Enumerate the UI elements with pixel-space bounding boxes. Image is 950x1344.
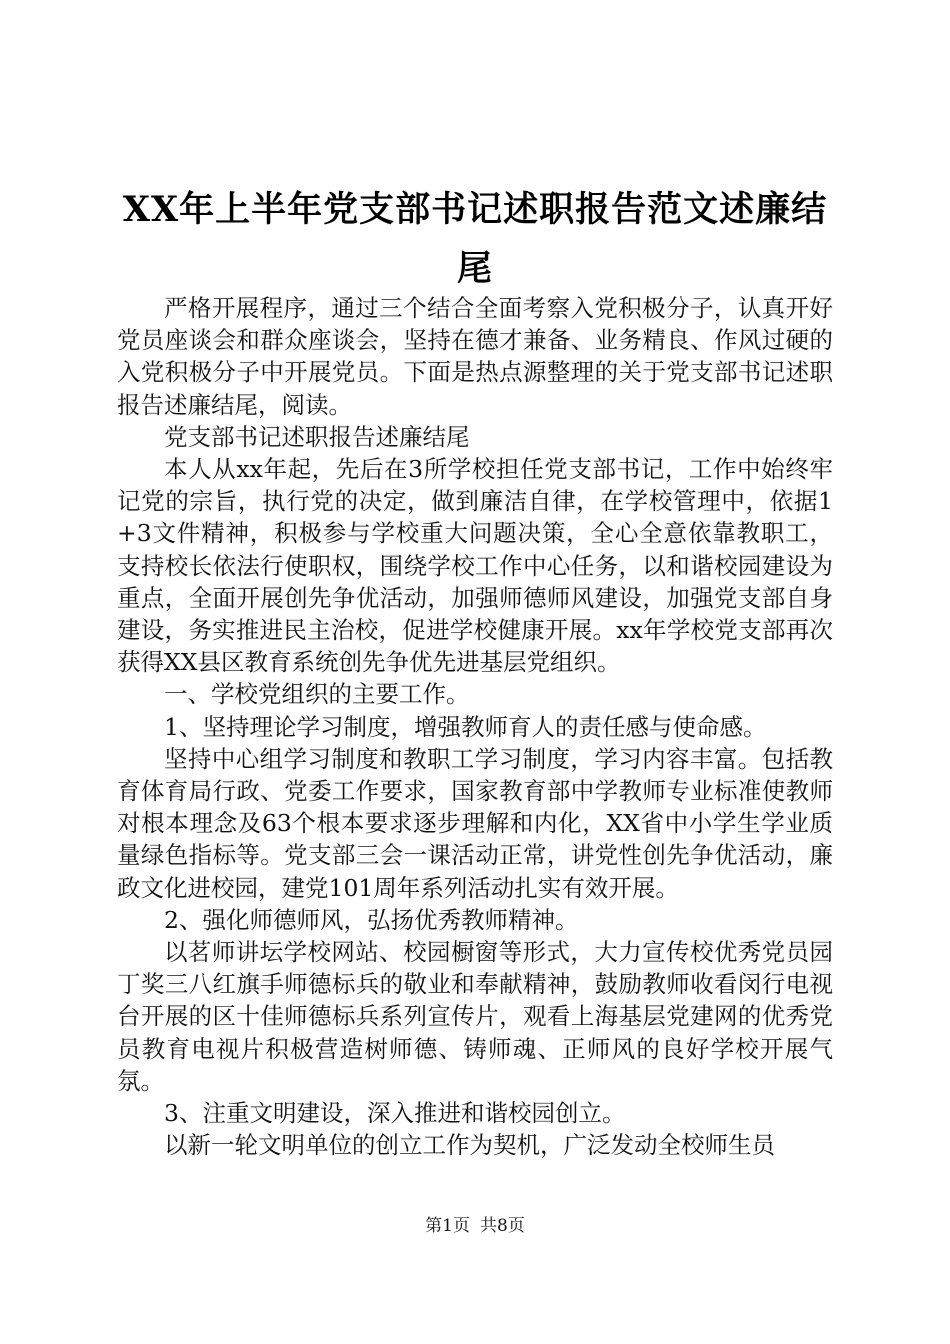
paragraph-subtitle: 党支部书记述职报告述廉结尾 bbox=[164, 422, 470, 451]
paragraph-study-system: 坚持中心组学习制度和教职工学习制度，学习内容丰富。包括教育体育局行政、党委工作要求，国家教育部中学教师专业标准使教师对根本理念及63个根本要求逐步理解和内化，XX省中小学生学业质量绿色指标等。党支部三会一课活动正常，讲党性创先争优活动，廉政文化进校园，建党101周年系列活动扎实有效开展。 bbox=[117, 744, 833, 902]
item-heading-2: 2、强化师德师风，弘扬优秀教师精神。 bbox=[164, 905, 579, 934]
document-body bbox=[117, 292, 833, 1161]
paragraph-intro: 严格开展程序，通过三个结合全面考察入党积极分子，认真开好党员座谈会和群众座谈会，坚持在德才兼备、业务精良、作风过硬的入党积极分子中开展党员。下面是热点源整理的关于党支部书记述职报告述廉结尾，阅读。 bbox=[117, 294, 833, 419]
section-heading-main-work: 一、学校党组织的主要工作。 bbox=[164, 680, 470, 709]
item-heading-3: 3、注重文明建设，深入推进和谐校园创立。 bbox=[164, 1099, 626, 1128]
paragraph-teacher-ethics: 以茗师讲坛学校网站、校园橱窗等形式，大力宣传校优秀党员园丁奖三八红旗手师德标兵的敬业和奉献精神，鼓励教师收看闵行电视台开展的区十佳师德标兵系列宣传片，观看上海基层党建网的优秀党员教育电视片积极营造树师德、铸师魂、正师风的良好学校开展气氛。 bbox=[117, 938, 833, 1095]
document-title-line-1: XX年上半年党支部书记述职报告范文述廉结 bbox=[122, 189, 828, 230]
page-number: 第1页 bbox=[425, 1216, 470, 1236]
page-footer bbox=[0, 1214, 950, 1238]
paragraph-self-introduction: 本人从xx年起，先后在3所学校担任党支部书记，工作中始终牢记党的宗旨，执行党的决定，做到廉洁自律，在学校管理中，依据1+3文件精神，积极参与学校重大问题决策，全心全意依靠教职工，支持校长依法行使职权，围绕学校工作中心任务，以和谐校园建设为重点，全面开展创先争优活动，加强师德师风建设，加强党支部自身建设，务实推进民主治校，促进学校健康开展。xx年学校党支部再次获得XX县区教育系统创先争优先进基层党组织。 bbox=[117, 455, 833, 677]
item-heading-1: 1、坚持理论学习制度，增强教师育人的责任感与使命感。 bbox=[164, 712, 767, 741]
page-total: 共8页 bbox=[480, 1216, 525, 1236]
paragraph-civilization: 以新一轮文明单位的创立工作为契机，广泛发动全校师生员 bbox=[164, 1131, 775, 1160]
document-title-line-2: 尾 bbox=[456, 248, 493, 289]
